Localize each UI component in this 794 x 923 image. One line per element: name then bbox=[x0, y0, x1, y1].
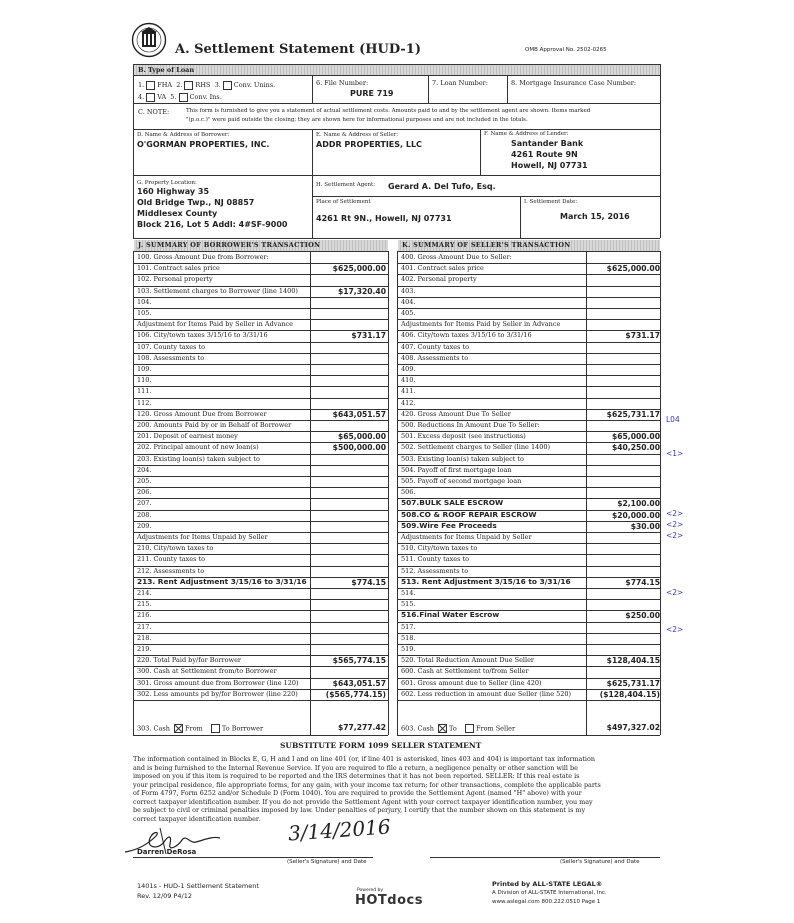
summary-row-label: 404. bbox=[401, 297, 416, 306]
summary-row-amount: $17,320.40 bbox=[337, 286, 386, 296]
summary-row-label: 105. bbox=[137, 309, 152, 317]
form-revision: Rev. 12/09 P4/12 bbox=[137, 892, 193, 900]
summary-row-label: 120. Gross Amount Due from Borrower bbox=[137, 409, 267, 418]
summary-row-label: 104. bbox=[137, 297, 152, 306]
summary-row-label: 200. Amounts Paid by or in Behalf of Borrower bbox=[137, 421, 292, 429]
borrower-name: O'GORMAN PROPERTIES, INC. bbox=[137, 140, 270, 149]
summary-row-label: 513. Rent Adjustment 3/15/16 to 3/31/16 bbox=[401, 576, 571, 586]
summary-row-label: 206. bbox=[137, 488, 152, 497]
summary-row-label: 504. Payoff of first mortgage loan bbox=[401, 465, 512, 474]
summary-row-label: 201. Deposit of earnest money bbox=[137, 432, 238, 441]
conv-ins-checkbox[interactable] bbox=[179, 93, 188, 102]
summary-row-label: 503. Existing loan(s) taken subject to bbox=[401, 454, 524, 463]
seller-label: E. Name & Address of Seller: bbox=[316, 132, 399, 138]
summary-row-label: Adjustment for Items Paid by Seller in Advance bbox=[137, 320, 294, 329]
summary-row-label: 502. Settlement charges to Seller (line 1400) bbox=[401, 443, 551, 452]
summary-row-label: 101. Contract sales price bbox=[137, 264, 220, 273]
place-label: Place of Settlement bbox=[316, 199, 371, 205]
summary-row-label: 510. City/town taxes to bbox=[401, 544, 478, 553]
summary-row-label: 209. bbox=[137, 521, 152, 530]
summary-row-label: 412. bbox=[401, 398, 416, 407]
signature-date-handwritten: 3/14/2016 bbox=[287, 814, 392, 846]
seller-signature-label: (Seller's Signature) and Date bbox=[287, 859, 367, 865]
summary-row-amount: $30.00 bbox=[630, 521, 660, 531]
summary-row-amount: $625,000.00 bbox=[332, 264, 386, 274]
summary-row-label: 215. bbox=[137, 600, 152, 609]
summary-row-amount: $625,000.00 bbox=[606, 264, 660, 274]
summary-row-amount: $500,000.00 bbox=[332, 443, 386, 453]
summary-row-label: 512. Assessments to bbox=[401, 566, 469, 575]
borrower-cash-row: 303. Cash From To Borrower bbox=[137, 724, 264, 733]
hud-seal-logo bbox=[131, 22, 167, 58]
summary-row-label: 216. bbox=[137, 611, 152, 620]
annotation-2: <2> bbox=[666, 509, 684, 518]
summary-row-label: 501. Excess deposit (see instructions) bbox=[401, 432, 526, 441]
summary-row-label: 109. bbox=[137, 365, 152, 373]
summary-row-label: 520. Total Reduction Amount Due Seller bbox=[401, 656, 535, 665]
summary-row-label: 505. Payoff of second mortgage loan bbox=[401, 477, 522, 485]
summary-row-amount: ($128,404.15) bbox=[599, 689, 660, 699]
lender-line-3: Howell, NJ 07731 bbox=[511, 161, 588, 170]
property-line-4: Block 216, Lot 5 Addl: 4#SF-9000 bbox=[137, 220, 288, 229]
summary-row-label: 217. bbox=[137, 622, 152, 631]
summary-row-amount: $643,051.57 bbox=[332, 409, 386, 419]
summary-row-label: 212. Assessments to bbox=[137, 566, 205, 575]
summary-row-amount: $731.17 bbox=[625, 331, 660, 341]
summary-row-label: 106. City/town taxes 3/15/16 to 3/31/16 bbox=[137, 331, 268, 340]
summary-row-label: 509.Wire Fee Proceeds bbox=[401, 520, 497, 530]
summary-row-amount: $774.15 bbox=[625, 577, 660, 587]
summary-row-label: 408. Assessments to bbox=[401, 353, 469, 362]
substitute-paragraph: The information contained in Blocks E, G, H and I and on line 401 (or, if line 401 is asterisked, lines 403 and 404) is important tax information and is being furnished to the Internal Revenue Service. If you are required to file a return, a negligence penalty or other sanction will be imposed on you if this item is required to be reported and the IRS determines that it has not been reported. SELLER: If this real estate is your principal residence, file appropriate forms, for any gain, with your income tax return; for other transactions, complete the applicable parts of Form 4797, Form 6252 and/or Schedule D (Form 1040). You are required to provide the Settlement Agent (named "H" above) with your correct taxpayer identification number. If you do not provide the Settlement Agent with your correct taxpayer identification number, you may be subject to civil or criminal penalties imposed by law. Under penalties of perjury, I certify that the number shown on this statement is my correct taxpayer identification number. bbox=[133, 755, 601, 823]
summary-row-label: 410. bbox=[401, 376, 416, 385]
summary-row-amount: $625,731.17 bbox=[606, 409, 660, 419]
summary-row-label: 401. Contract sales price bbox=[401, 264, 484, 273]
borrower-summary-title: J. SUMMARY OF BORROWER'S TRANSACTION bbox=[138, 241, 321, 249]
summary-row-label: 108. Assessments to bbox=[137, 353, 205, 362]
settlement-agent-name: Gerard A. Del Tufo, Esq. bbox=[388, 182, 496, 191]
summary-row-label: 507.BULK SALE ESCROW bbox=[401, 498, 504, 508]
loan-number-label: 7. Loan Number: bbox=[432, 79, 488, 87]
summary-row-label: 107. County taxes to bbox=[137, 342, 206, 351]
summary-row-amount: $250.00 bbox=[625, 611, 660, 621]
summary-row-amount: $65,000.00 bbox=[337, 432, 386, 442]
settlement-date-label: I. Settlement Date: bbox=[524, 199, 578, 205]
rhs-checkbox[interactable] bbox=[184, 81, 193, 90]
property-line-1: 160 Highway 35 bbox=[137, 187, 210, 196]
annotation-2: <2> bbox=[666, 531, 684, 540]
summary-row-label: 411. bbox=[401, 387, 416, 396]
summary-row-label: 218. bbox=[137, 633, 152, 642]
summary-row-label: 102. Personal property bbox=[137, 275, 213, 284]
summary-row-label: 301. Gross amount due from Borrower (line 120) bbox=[137, 678, 299, 687]
type-of-loan-title: B. Type of Loan bbox=[138, 66, 195, 74]
summary-row-amount: $40,250.00 bbox=[611, 443, 660, 453]
summary-row-label: 103. Settlement charges to Borrower (line 1400) bbox=[137, 286, 298, 295]
summary-row-label: 407. County taxes to bbox=[401, 342, 470, 351]
summary-row-label: 302. Less amounts pd by/for Borrower (line 220) bbox=[137, 689, 298, 698]
note-text-2: "(p.o.c.)" were paid outside the closing; they are shown here for informational purposes and are not included in the totals. bbox=[186, 117, 528, 123]
borrower-to-checkbox[interactable] bbox=[211, 724, 220, 733]
summary-row-label: 111. bbox=[137, 387, 152, 396]
annotation-l04: L04 bbox=[666, 415, 680, 424]
summary-row-label: 515. bbox=[401, 600, 416, 609]
substitute-form-title: SUBSTITUTE FORM 1099 SELLER STATEMENT bbox=[280, 741, 482, 750]
summary-row-label: 100. Gross Amount Due from Borrower: bbox=[137, 253, 269, 261]
summary-row-label: 406. City/town taxes 3/15/16 to 3/31/16 bbox=[401, 331, 532, 340]
loan-type-options: 1. FHA 2. RHS 3. Conv. Unins. 4. VA 5. Conv. Ins. bbox=[138, 81, 276, 101]
summary-row-label: 602. Less reduction in amount due Seller (line 520) bbox=[401, 689, 572, 698]
mortgage-case-label: 8. Mortgage Insurance Case Number: bbox=[511, 79, 637, 87]
lender-line-1: Santander Bank bbox=[511, 139, 584, 148]
seller-summary-title: K. SUMMARY OF SELLER'S TRANSACTION bbox=[402, 241, 571, 249]
summary-row-amount: $20,000.00 bbox=[611, 510, 660, 520]
summary-row-label: 516.Final Water Escrow bbox=[401, 610, 500, 620]
summary-row-label: 601. Gross amount due to Seller (line 420) bbox=[401, 678, 542, 687]
va-checkbox[interactable] bbox=[146, 93, 155, 102]
summary-row-label: 300. Cash at Settlement from/to Borrower bbox=[137, 667, 277, 676]
printed-division: A Division of ALL-STATE International, Inc. bbox=[492, 890, 607, 896]
seller-cash-value: $497,327.02 bbox=[606, 723, 660, 732]
place-value: 4261 Rt 9N., Howell, NJ 07731 bbox=[316, 214, 452, 223]
summary-row-amount: $128,404.15 bbox=[606, 656, 660, 666]
conv-unins-checkbox[interactable] bbox=[223, 81, 232, 90]
summary-row-label: 210. City/town taxes to bbox=[137, 544, 214, 553]
summary-row-label: 112. bbox=[137, 398, 152, 407]
summary-row-label: 511. County taxes to bbox=[401, 555, 470, 564]
note-label: C. NOTE: bbox=[138, 108, 170, 116]
property-label: G. Property Location: bbox=[137, 180, 197, 186]
seller-name: ADDR PROPERTIES, LLC bbox=[316, 140, 422, 149]
printed-contact: www.aslegal.com 800.222.0510 Page 1 bbox=[492, 899, 601, 905]
summary-row-label: Adjustments for Items Unpaid by Seller bbox=[137, 533, 268, 541]
type-of-loan-header bbox=[134, 65, 660, 75]
summary-row-label: 420. Gross Amount Due To Seller bbox=[401, 409, 511, 418]
summary-row-label: 203. Existing loan(s) taken subject to bbox=[137, 454, 260, 463]
omb-approval: OMB Approval No. 2502-0265 bbox=[525, 47, 607, 53]
file-number-label: 6. File Number: bbox=[316, 79, 369, 87]
summary-row-label: 409. bbox=[401, 365, 416, 373]
property-line-2: Old Bridge Twp., NJ 08857 bbox=[137, 198, 255, 207]
fha-checkbox[interactable] bbox=[146, 81, 155, 90]
summary-row-label: Adjustments for Items Unpaid by Seller bbox=[401, 533, 532, 541]
summary-row-label: 506. bbox=[401, 488, 416, 497]
seller-to-checkbox[interactable] bbox=[438, 724, 447, 733]
summary-row-amount: $774.15 bbox=[351, 577, 386, 587]
lender-line-2: 4261 Route 9N bbox=[511, 150, 578, 159]
note-text-1: This form is furnished to give you a statement of actual settlement costs. Amounts paid to and by the settlement agent are shown. Items marked bbox=[186, 108, 591, 114]
seller-signature-label-2: (Seller's Signature) and Date bbox=[560, 859, 640, 865]
summary-row-label: 207. bbox=[137, 499, 152, 508]
summary-row-label: Adjustments for Items Paid by Seller in Advance bbox=[401, 320, 561, 329]
summary-row-label: 202. Principal amount of new loan(s) bbox=[137, 443, 259, 452]
annotation-2: <2> bbox=[666, 588, 684, 597]
annotation-2: <2> bbox=[666, 520, 684, 529]
summary-row-label: 403. bbox=[401, 286, 416, 295]
summary-row-amount: $565,774.15 bbox=[332, 656, 386, 666]
summary-row-label: 508.CO & ROOF REPAIR ESCROW bbox=[401, 509, 537, 519]
borrower-label: D. Name & Address of Borrower: bbox=[137, 132, 230, 138]
hotdocs-logo: HOTdocs bbox=[355, 893, 423, 908]
summary-row-label: 600. Cash at Settlement to/from Seller bbox=[401, 667, 529, 676]
summary-row-label: 518. bbox=[401, 633, 416, 642]
summary-row-label: 205. bbox=[137, 477, 152, 485]
annotation-2: <2> bbox=[666, 625, 684, 634]
summary-row-label: 500. Reductions In Amount Due To Seller: bbox=[401, 421, 540, 429]
file-number-value: PURE 719 bbox=[350, 89, 394, 98]
summary-row-label: 110. bbox=[137, 376, 152, 385]
summary-row-label: 219. bbox=[137, 645, 152, 653]
form-title: A. Settlement Statement (HUD-1) bbox=[175, 42, 422, 57]
settlement-date-value: March 15, 2016 bbox=[560, 212, 630, 221]
seller-from-checkbox[interactable] bbox=[465, 724, 474, 733]
settlement-agent-label: H. Settlement Agent: bbox=[316, 182, 376, 188]
summary-row-label: 402. Personal property bbox=[401, 275, 477, 284]
summary-row-label: 514. bbox=[401, 589, 416, 597]
summary-row-label: 213. Rent Adjustment 3/15/16 to 3/31/16 bbox=[137, 576, 307, 586]
summary-row-label: 517. bbox=[401, 622, 416, 631]
summary-row-label: 214. bbox=[137, 589, 152, 597]
annotation-1: <1> bbox=[666, 449, 684, 458]
summary-row-label: 519. bbox=[401, 645, 416, 653]
summary-row-label: 400. Gross Amount Due to Seller: bbox=[401, 253, 512, 261]
summary-row-label: 208. bbox=[137, 510, 152, 519]
summary-row-amount: $731.17 bbox=[351, 331, 386, 341]
summary-row-label: 204. bbox=[137, 465, 152, 474]
printed-by: Printed by ALL-STATE LEGAL® bbox=[492, 880, 603, 888]
signer-name: Darren DeRosa bbox=[137, 848, 197, 856]
summary-row-label: 211. County taxes to bbox=[137, 555, 206, 564]
summary-row-amount: $643,051.57 bbox=[332, 678, 386, 688]
summary-row-amount: $625,731.17 bbox=[606, 678, 660, 688]
lender-label: F. Name & Address of Lender: bbox=[484, 131, 569, 137]
summary-row-amount: $65,000.00 bbox=[611, 432, 660, 442]
powered-by: Powered by bbox=[357, 888, 384, 893]
seller-cash-row: 603. Cash To From Seller bbox=[401, 724, 516, 733]
property-line-3: Middlesex County bbox=[137, 209, 218, 218]
form-number: 1401s - HUD-1 Settlement Statement bbox=[137, 882, 259, 890]
summary-row-label: 220. Total Paid by/for Borrower bbox=[137, 656, 242, 665]
summary-row-label: 405. bbox=[401, 309, 416, 317]
borrower-cash-value: $77,277.42 bbox=[337, 723, 386, 732]
summary-row-amount: ($565,774.15) bbox=[325, 689, 386, 699]
summary-row-amount: $2,100.00 bbox=[617, 499, 660, 509]
borrower-from-checkbox[interactable] bbox=[174, 724, 183, 733]
